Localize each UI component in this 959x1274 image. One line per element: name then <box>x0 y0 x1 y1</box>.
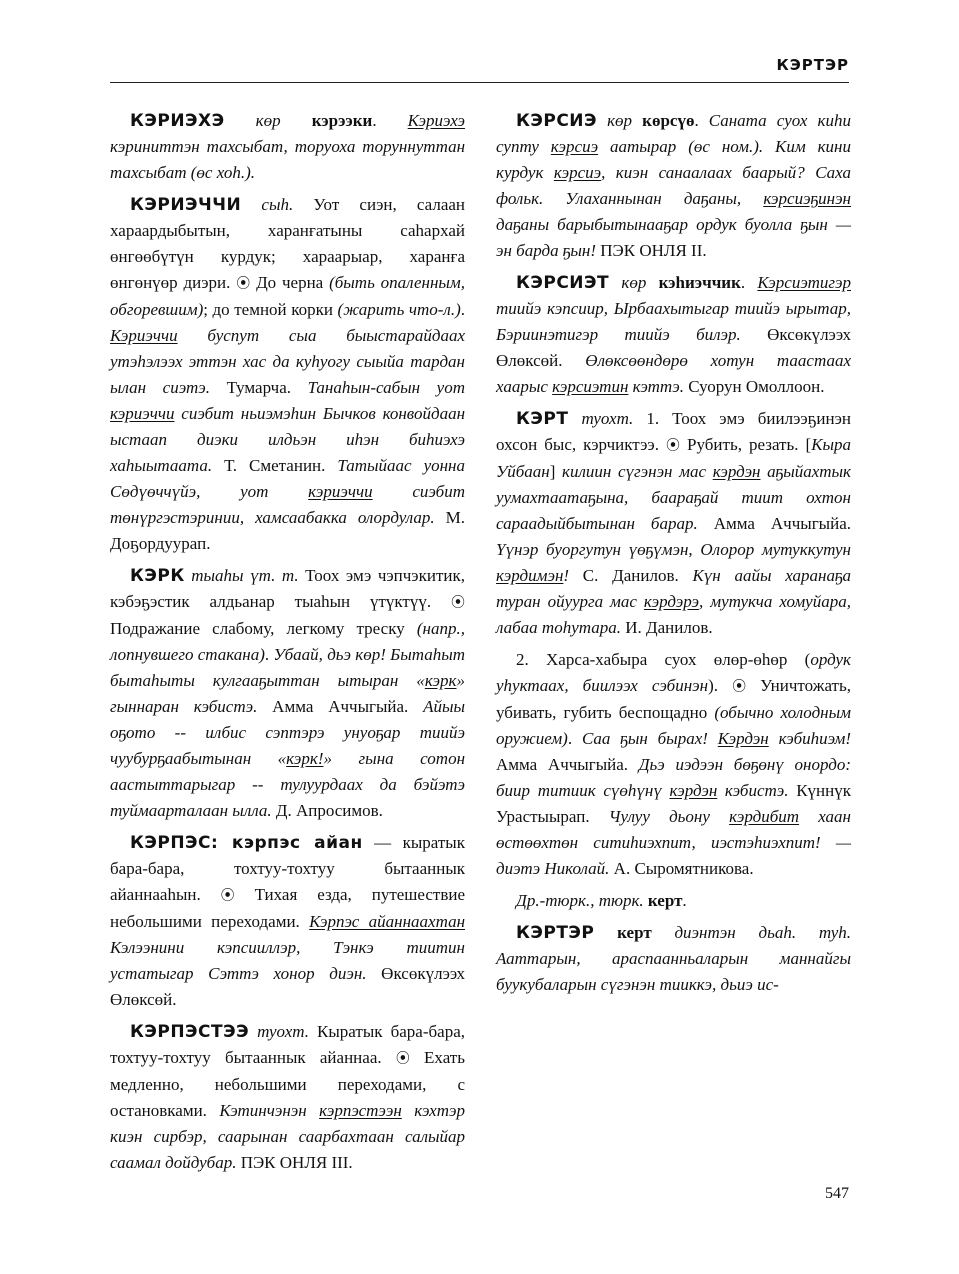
example-text: Кэтинчэнэн <box>219 1101 320 1120</box>
entry-kersie <box>496 108 851 264</box>
headword: КЭРИЭЧЧИ <box>130 195 242 215</box>
example-word: кэрсиэтин <box>552 377 629 396</box>
source: А. Сыромятникова. <box>609 859 754 878</box>
source: Д. Апросимов. <box>271 801 383 820</box>
definition-russian: ; до темной корки <box>203 300 338 319</box>
source: С. Данилов. <box>569 566 693 585</box>
example-word: Кэрдэн <box>717 729 769 748</box>
definition-russian: Уничтожать, убивать, губить беспощадно <box>496 676 851 722</box>
example-text: Убаай, дьэ көр! Бытаһыт бытаһыты кулгааҕыттан ытыран « <box>110 645 465 690</box>
example-text: Танаһын-сабын уот <box>307 378 465 397</box>
source: Күннүк Урастыырап. <box>496 781 851 826</box>
entry-kersiet <box>496 270 851 400</box>
example-word: кэрсиэ <box>553 163 602 182</box>
circle-dot-icon: ⦿ <box>451 595 465 611</box>
definition-russian: Рубить, резать. [ <box>680 435 812 454</box>
etymology-word: керт <box>647 891 683 910</box>
running-head-title: КЭРТЭР <box>776 56 849 74</box>
example-text: Үүнэр буоргутун үөҕүмэн, Олорор мутуккутун <box>496 540 851 559</box>
example-text: » гыннаран кэбистэ. <box>110 671 465 716</box>
example-word: кэрдэрэ <box>643 592 700 611</box>
source: И. Данилов. <box>620 618 713 637</box>
example-word: кэриэччи <box>110 404 175 423</box>
source: Амма Аччыгыйа. <box>697 514 851 533</box>
definition-yakut: 1. Тоох эмэ биилээҕинэн охсон быс, кэрчиктээ. <box>496 409 852 454</box>
right-column <box>496 108 851 998</box>
example-text: тиийэ кэпсиир, Ырбаахытыгар тиийэ ырытар, Бэриинэтигэр тиийэ билэр. <box>496 299 851 344</box>
definition-russian: Тихая езда, путешествие небольшими переходами. <box>110 885 465 931</box>
example-text: килиин сүгэнэн мас <box>562 462 713 481</box>
headword: КЭРПЭС: кэрпэс айан <box>130 833 363 853</box>
grammar-label: туохт. <box>249 1022 318 1041</box>
entry-kerk <box>110 563 465 824</box>
punct: . <box>694 111 709 130</box>
example-text: аатырар (өс ном.). Ким кини курдук <box>496 137 851 182</box>
etymology <box>496 888 851 914</box>
definition-russian: До черна <box>250 273 330 292</box>
entry-kerpestee <box>110 1019 465 1176</box>
circle-dot-icon: ⦿ <box>732 679 747 695</box>
grammar-label: көр <box>224 111 312 130</box>
example-word: кэрдэн <box>669 781 718 800</box>
example-word: кэрк <box>424 671 457 690</box>
entry-kerter <box>496 920 851 998</box>
example-word: кэрсиэ <box>550 137 599 156</box>
definition-yakut: Кыратык бара-бара, тохтуу-тохтуу бытааннык айаннаа. <box>110 1022 465 1067</box>
example-word: Кэрсиэтигэр <box>757 273 852 292</box>
example-word: кэрдэн <box>712 462 761 481</box>
example-text: Кэлээнини кэпсииллэр, Тэнкэ тиитин устатыгар Сэттэ хонор диэн. <box>110 938 465 983</box>
headword: КЭРСИЭ <box>516 111 598 131</box>
source: Амма Аччыгыйа. <box>257 697 424 716</box>
punct: . <box>460 300 465 319</box>
example-word: кэрк! <box>286 749 324 768</box>
headword: КЭРСИЭТ <box>516 273 610 293</box>
example-text: кэриниттэн тахсыбат, торуоха торуннуттан тахсыбат (өс хоһ.). <box>110 137 465 182</box>
cross-ref: кэһиэччик <box>658 273 741 292</box>
example-text: хаан өстөөхтөн ситиһиэхпит, иэстэһиэхпит! — диэтэ Николай. <box>496 807 851 878</box>
cross-ref: керт <box>617 923 652 942</box>
example-text: кэттэ. <box>628 377 684 396</box>
example-text: даҕаны барыбытынааҕар ордук буолла ҕын — эн барда ҕын! <box>496 215 851 260</box>
example-text: Чулуу дьону <box>608 807 730 826</box>
cross-ref: көрсүө <box>642 111 695 130</box>
punct: . <box>682 891 687 910</box>
source: Өксөкүлээх Өлөксөй. <box>496 325 851 370</box>
headword: КЭРПЭСТЭЭ <box>130 1022 250 1042</box>
circle-dot-icon: ⦿ <box>220 888 235 904</box>
example-word: кэрпэстээн <box>319 1101 402 1120</box>
entry-kerpes <box>110 830 465 1013</box>
punct: . <box>740 273 758 292</box>
example-text: кэбиһиэм! <box>768 729 851 748</box>
gloss: (обычно холодным оружием) <box>496 703 851 748</box>
page-number: 547 <box>825 1185 849 1202</box>
definition-yakut: Уот сиэн, салаан хараардыбытын, харанғатыны саһархай өнгөөбүтүн курдук; хараарыар, харанға өнгөнүөр диэри. <box>110 195 466 292</box>
punct: ). <box>708 676 733 695</box>
punct <box>594 923 617 942</box>
source: Т. Сметанин. <box>212 456 338 475</box>
example-text: , киэн санаалаах баарый? Саха фольк. Улаханнынан даҕаны, <box>496 163 851 208</box>
example-word: кэрдибит <box>729 807 800 826</box>
circle-dot-icon: ⦿ <box>395 1051 410 1067</box>
circle-dot-icon: ⦿ <box>236 276 251 292</box>
definition-yakut: Тоох эмэ чэпчэкитик, кэбэҕэстик алдьанар тыаһын үтүктүү. <box>110 566 465 611</box>
grammar-label: көр <box>597 111 643 130</box>
grammar-label: диэнтэн дьаһ. туһ. <box>651 923 851 942</box>
example-word: кэриэччи <box>308 482 373 501</box>
example-text: » гына сотон аастыттарыгар -- тулуурдаах да бэйэтэ туймаарталаан ылла. <box>110 749 466 820</box>
entry-kerieche <box>110 108 465 186</box>
circle-dot-icon: ⦿ <box>666 438 680 454</box>
gloss: (быть опаленным, обгоревшим) <box>110 273 465 319</box>
definition-yakut: — кыратык бара-бара, тохтуу-тохтуу бытааннык айаннааһын. <box>110 833 465 904</box>
gloss: (жарить что-л.) <box>337 300 461 319</box>
source: ПЭК ОНЛЯ III. <box>236 1153 353 1172</box>
etymology-label: Др.-тюрк., тюрк. <box>516 891 648 910</box>
example-word: Кэриэхэ <box>407 111 466 130</box>
entry-kert-sense-2 <box>496 647 851 882</box>
example-text: Татыйаас уонна Сөдүөччүйэ, уот <box>110 456 465 501</box>
punct: . <box>372 111 408 130</box>
example-text: кэхтэр киэн сирбэр, саарынан саарбахтаан салыйар саамал дойдубар. <box>110 1101 465 1172</box>
example-word: кэрдимэн <box>496 566 564 585</box>
source: Өксөкүлээх Өлөксөй. <box>110 964 465 1009</box>
example-text: ! <box>563 566 570 585</box>
entry-kerieechchi <box>110 192 465 557</box>
headword: КЭРТЭР <box>516 923 595 943</box>
grammar-label: көр <box>609 273 659 292</box>
example-text: аҕыйахтык уумахтаатаҕына, баараҕай тиит охтон сараадыйбытынан барар. <box>496 462 851 533</box>
example-text: , мутукча хомуйара, лабаа тоһутара. <box>496 592 851 637</box>
headword: КЭРК <box>130 566 185 586</box>
gloss: ордук уһуктаах, биилээх сэбинэн <box>496 650 851 695</box>
definition-russian: Ехать медленно, небольшими переходами, с остановками. <box>110 1048 465 1120</box>
example-word: Кэриэччи <box>110 326 178 345</box>
example-text: Күн аайы харанаҕа туран ойуурга мас <box>496 566 852 611</box>
example-text: Айыы оҕото -- илбис сэптэрэ унуоҕар тиийэ чуубурҕаабытынан « <box>110 697 465 768</box>
headword: КЭРИЭХЭ <box>130 111 225 131</box>
running-header <box>110 52 849 83</box>
example-text: Кыра Уйбаан <box>496 435 851 481</box>
example-text: буспут сыа быыстарайдаах утэһэлээх эттэн хас да куһуогу сыыйа тардан ылан сиэтэ. <box>110 326 465 397</box>
example-text: Саната суох киһи супту <box>496 111 851 156</box>
cross-ref: кэрээки <box>311 111 373 130</box>
grammar-label: сыһ. <box>241 195 314 214</box>
punct: . <box>567 729 582 748</box>
source: Тумарча. <box>226 378 308 397</box>
grammar-label: тыаһы үт. т. <box>184 566 306 585</box>
source: ПЭК ОНЛЯ II. <box>596 241 707 260</box>
example-text: кэбистэ. <box>717 781 789 800</box>
grammar-label: туохт. <box>568 409 647 428</box>
example-text: сиэбит төнүргэстэринии, хамсаабакка олордулар. <box>110 482 465 527</box>
entry-kert <box>496 406 851 641</box>
example-text: Саа ҕын быраx! <box>581 729 718 748</box>
punct: ] <box>549 462 563 481</box>
example-text: Дьэ иэдээн бөҕөнү онордо: биир титиик сүөһүнү <box>496 755 851 800</box>
source: М. Доҕордуурап. <box>110 508 466 553</box>
example-text: сиэбит ньиэмэһин Бычков конвойдаан ыстаап диэки илдьэн иһэн биһиэхэ хаһыытаата. <box>110 404 465 475</box>
source: Амма Аччыгыйа. <box>496 755 639 774</box>
example-word: кэрсиэҕинэн <box>763 189 851 208</box>
punct: . <box>264 645 274 664</box>
definition-russian: Подражание слабому, легкому треску <box>110 619 417 638</box>
gloss: (напр., лопнувшего стакана) <box>110 619 465 664</box>
example-text: Өлөксөөндөрө хотун таастаах хаарыс <box>496 351 851 396</box>
headword: КЭРТ <box>516 409 569 429</box>
source: Суорун Омоллоон. <box>683 377 825 396</box>
example-word: Кэрпэс айаннаахтан <box>309 912 465 931</box>
definition-yakut: 2. Харса-хабыра суох өлөр-өһөр ( <box>516 650 811 669</box>
example-text: Ааттарын, араспаанньаларын маннайгы буукубаларын сүгэнэн тииккэ, дьиэ ис- <box>496 949 851 994</box>
left-column <box>110 108 465 1176</box>
